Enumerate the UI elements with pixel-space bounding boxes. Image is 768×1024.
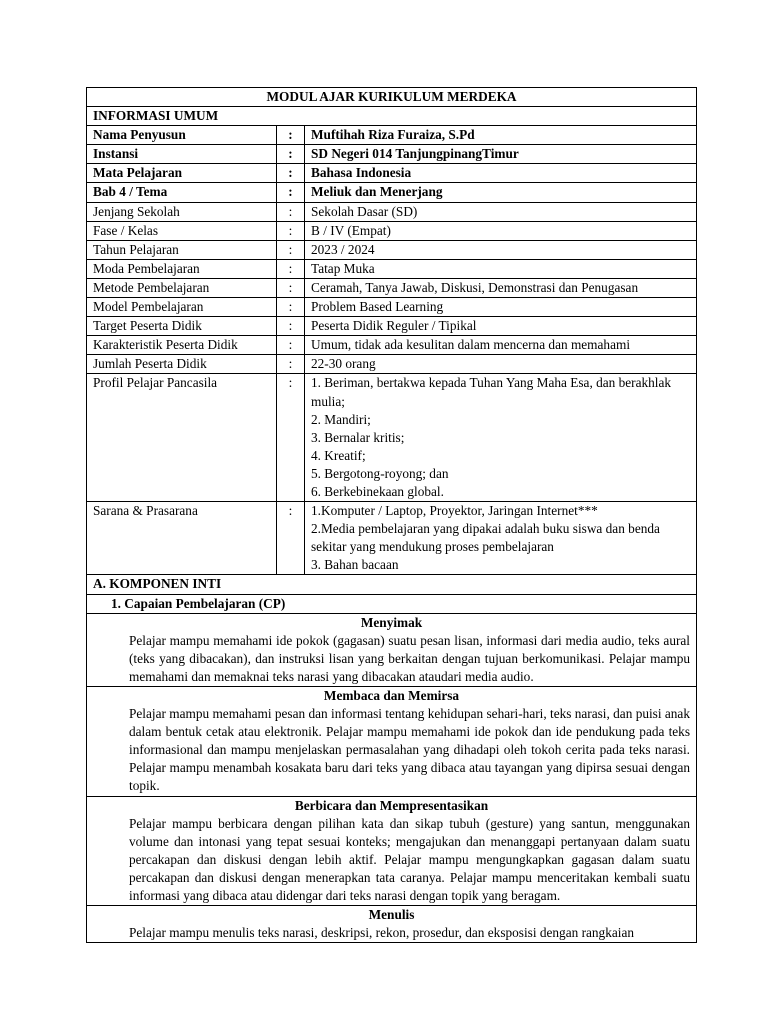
info-colon: : bbox=[277, 298, 305, 317]
cp-block-cell bbox=[87, 687, 697, 797]
info-value: 22-30 orang bbox=[305, 355, 697, 374]
cp-heading: 1. Capaian Pembelajaran (CP) bbox=[87, 594, 697, 613]
cp-heading-row bbox=[87, 594, 697, 613]
cp-block-heading: Menyimak bbox=[360, 614, 423, 630]
info-colon: : bbox=[277, 317, 305, 336]
section-row bbox=[87, 107, 697, 126]
info-row bbox=[87, 278, 697, 297]
info-colon: : bbox=[277, 259, 305, 278]
info-colon: : bbox=[277, 126, 305, 145]
info-value: 2023 / 2024 bbox=[305, 240, 697, 259]
cp-block-cell bbox=[87, 906, 697, 943]
info-colon: : bbox=[277, 240, 305, 259]
info-value: Problem Based Learning bbox=[305, 298, 697, 317]
info-value: Ceramah, Tanya Jawab, Diskusi, Demonstrasi dan Penugasan bbox=[305, 278, 697, 297]
info-row bbox=[87, 240, 697, 259]
section-informasi-umum: INFORMASI UMUM bbox=[87, 107, 697, 126]
cp-block-heading: Berbicara dan Mempresentasikan bbox=[294, 797, 489, 813]
info-colon: : bbox=[277, 336, 305, 355]
profil-pelajar-colon: : bbox=[277, 374, 305, 502]
info-value: Meliuk dan Menerjang bbox=[305, 183, 697, 202]
cp-block bbox=[87, 796, 697, 906]
info-value: Sekolah Dasar (SD) bbox=[305, 202, 697, 221]
title-row bbox=[87, 88, 697, 107]
info-label: Tahun Pelajaran bbox=[87, 240, 277, 259]
modul-ajar-table bbox=[86, 87, 697, 943]
profil-pelajar-label: Profil Pelajar Pancasila bbox=[87, 374, 277, 502]
document-page bbox=[86, 87, 696, 943]
sarana-prasarana-colon: : bbox=[277, 502, 305, 575]
cp-block-cell bbox=[87, 613, 697, 686]
profil-pelajar-list bbox=[305, 374, 697, 502]
sarana-prasarana-item: 1.Komputer / Laptop, Proyektor, Jaringan Internet*** bbox=[311, 503, 598, 519]
info-row bbox=[87, 259, 697, 278]
info-value: Muftihah Riza Furaiza, S.Pd bbox=[305, 126, 697, 145]
section-komponen-inti: A. KOMPONEN INTI bbox=[87, 575, 697, 594]
info-label: Moda Pembelajaran bbox=[87, 259, 277, 278]
cp-block-text: Pelajar mampu memahami pesan dan informasi tentang kehidupan sehari-hari, teks narasi, dan puisi anak dalam bentuk cetak atau elektronik. Pelajar mampu memahami ide pokok dan ide pendukung pada teks informasional dan mampu menjelaskan permasalahan yang dihadapi oleh tokoh cerita pada teks narasi. Pelajar mampu menambah kosakata baru dari teks yang dibaca atau tayangan yang dipirsa sesuai dengan topik. bbox=[129, 706, 690, 794]
info-colon: : bbox=[277, 221, 305, 240]
info-colon: : bbox=[277, 145, 305, 164]
info-label: Metode Pembelajaran bbox=[87, 278, 277, 297]
info-row bbox=[87, 336, 697, 355]
profil-pelajar-item: 2. Mandiri; bbox=[311, 411, 371, 427]
info-colon: : bbox=[277, 278, 305, 297]
profil-pelajar-row bbox=[87, 374, 697, 502]
info-row bbox=[87, 183, 697, 202]
info-value: SD Negeri 014 TanjungpinangTimur bbox=[305, 145, 697, 164]
sarana-prasarana-row bbox=[87, 502, 697, 575]
profil-pelajar-item: 4. Kreatif; bbox=[311, 447, 366, 463]
info-value: Tatap Muka bbox=[305, 259, 697, 278]
info-label: Jenjang Sekolah bbox=[87, 202, 277, 221]
cp-block bbox=[87, 906, 697, 943]
info-value: Umum, tidak ada kesulitan dalam mencerna dan memahami bbox=[305, 336, 697, 355]
info-label: Fase / Kelas bbox=[87, 221, 277, 240]
cp-block-heading: Membaca dan Memirsa bbox=[323, 688, 460, 703]
info-label: Karakteristik Peserta Didik bbox=[87, 336, 277, 355]
profil-pelajar-item: 5. Bergotong-royong; dan bbox=[311, 465, 449, 481]
profil-pelajar-item: 6. Berkebinekaan global. bbox=[311, 483, 444, 499]
info-value: Peserta Didik Reguler / Tipikal bbox=[305, 317, 697, 336]
info-row bbox=[87, 317, 697, 336]
info-row bbox=[87, 145, 697, 164]
sarana-prasarana-item: 2.Media pembelajaran yang dipakai adalah buku siswa dan benda sekitar yang mendukung proses pembelajaran bbox=[311, 521, 660, 555]
cp-block bbox=[87, 687, 697, 797]
info-colon: : bbox=[277, 164, 305, 183]
profil-pelajar-item: 3. Bernalar kritis; bbox=[311, 429, 405, 445]
info-label: Jumlah Peserta Didik bbox=[87, 355, 277, 374]
info-colon: : bbox=[277, 355, 305, 374]
section-komponen-inti-row bbox=[87, 575, 697, 594]
info-label: Target Peserta Didik bbox=[87, 317, 277, 336]
info-row bbox=[87, 298, 697, 317]
info-label: Mata Pelajaran bbox=[87, 164, 277, 183]
info-label: Nama Penyusun bbox=[87, 126, 277, 145]
info-value: B / IV (Empat) bbox=[305, 221, 697, 240]
info-label: Bab 4 / Tema bbox=[87, 183, 277, 202]
cp-block-heading: Menulis bbox=[368, 907, 415, 923]
info-label: Model Pembelajaran bbox=[87, 298, 277, 317]
info-colon: : bbox=[277, 202, 305, 221]
cp-block-text: Pelajar mampu berbicara dengan pilihan kata dan sikap tubuh (gesture) yang santun, menggunakan volume dan intonasi yang tepat sesuai konteks; mengajukan dan menanggapi pertanyaan dalam suatu percakapan dan diskusi dengan lebih aktif. Pelajar mampu mengungkapkan gagasan dalam suatu percakapan dan diskusi dengan menerapkan tata caranya. Pelajar mampu menceritakan kembali suatu informasi yang dibaca atau didengar dari teks narasi dengan topik yang beragam. bbox=[129, 815, 690, 904]
info-value: Bahasa Indonesia bbox=[305, 164, 697, 183]
sarana-prasarana-item: 3. Bahan bacaan bbox=[311, 557, 399, 573]
cp-block-text: Pelajar mampu menulis teks narasi, deskripsi, rekon, prosedur, dan eksposisi dengan rangkaian bbox=[129, 925, 634, 941]
profil-pelajar-item: 1. Beriman, bertakwa kepada Tuhan Yang Maha Esa, dan berakhlak mulia; bbox=[311, 375, 672, 409]
info-row bbox=[87, 164, 697, 183]
info-label: Instansi bbox=[87, 145, 277, 164]
sarana-prasarana-label: Sarana & Prasarana bbox=[87, 502, 277, 575]
document-title: MODUL AJAR KURIKULUM MERDEKA bbox=[87, 88, 697, 107]
cp-block-cell bbox=[87, 796, 697, 906]
info-row bbox=[87, 126, 697, 145]
info-row bbox=[87, 221, 697, 240]
sarana-prasarana-list bbox=[305, 502, 697, 575]
info-row bbox=[87, 202, 697, 221]
info-colon: : bbox=[277, 183, 305, 202]
cp-block bbox=[87, 613, 697, 686]
cp-block-text: Pelajar mampu memahami ide pokok (gagasan) suatu pesan lisan, informasi dari media audio, teks aural (teks yang dibacakan), dan instruksi lisan yang berkaitan dengan tujuan berkomunikasi. Pelajar mampu memahami dan memaknai teks narasi yang dibacakan ataudari media audio. bbox=[129, 632, 690, 684]
info-row bbox=[87, 355, 697, 374]
